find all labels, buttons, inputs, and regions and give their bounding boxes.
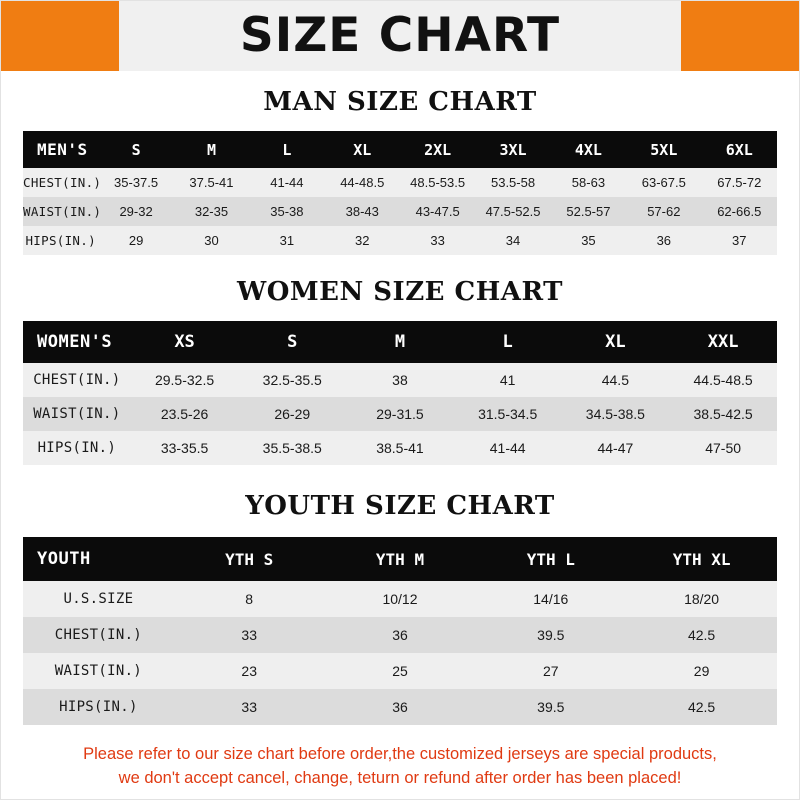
table-row <box>23 653 777 689</box>
table-row <box>23 617 777 653</box>
column-header: 4XL <box>574 140 602 159</box>
column-header: 6XL <box>725 140 753 159</box>
cell: 35 <box>581 233 596 248</box>
cell: 32 <box>355 233 370 248</box>
cell: 39.5 <box>537 699 565 715</box>
cell: 37 <box>732 233 747 248</box>
cell: 38 <box>392 372 408 388</box>
table-row <box>23 226 777 255</box>
youth-size-table <box>23 537 777 725</box>
table-row <box>23 168 777 197</box>
cell: 33 <box>430 233 445 248</box>
column-header: 5XL <box>650 140 678 159</box>
row-label: HIPS(IN.) <box>59 699 138 715</box>
cell: 34 <box>505 233 521 248</box>
man-size-table <box>23 131 777 255</box>
cell: 35-38 <box>270 204 304 219</box>
cell: 8 <box>245 591 254 607</box>
table-row <box>23 363 777 397</box>
cell: 26-29 <box>274 406 311 422</box>
cell: 18/20 <box>684 591 720 607</box>
row-label: CHEST(IN.) <box>33 372 121 388</box>
cell: 48.5-53.5 <box>410 175 466 190</box>
cell: 33 <box>241 699 257 715</box>
cell: 31.5-34.5 <box>478 406 538 422</box>
women-size-table <box>23 321 777 465</box>
cell: 47-50 <box>705 440 742 456</box>
cell: 44.5-48.5 <box>693 372 753 388</box>
cell: 42.5 <box>687 627 716 643</box>
cell: 33 <box>241 627 257 643</box>
cell: 63-67.5 <box>641 175 686 190</box>
cell: 36 <box>656 233 672 248</box>
column-header: S <box>287 332 298 352</box>
cell: 41 <box>499 372 516 388</box>
women-section-title: WOMEN SIZE CHART <box>237 277 563 307</box>
cell: 34.5-38.5 <box>585 406 645 422</box>
column-header: XL <box>353 140 372 159</box>
column-header: XL <box>605 332 626 352</box>
cell: 44-48.5 <box>340 175 385 190</box>
cell: 35-37.5 <box>114 175 159 190</box>
cell: 36 <box>392 627 408 643</box>
cell: 29-31.5 <box>376 406 424 422</box>
cell: 37.5-41 <box>189 175 234 190</box>
row-label: WAIST(IN.) <box>54 663 143 679</box>
cell: 23.5-26 <box>160 406 209 422</box>
row-label: WAIST(IN.) <box>33 406 121 422</box>
table-header-row <box>23 131 777 168</box>
cell: 38-43 <box>345 204 379 219</box>
cell: 44.5 <box>601 372 629 388</box>
cell: 27 <box>543 663 559 679</box>
cell: 38.5-41 <box>376 440 424 456</box>
cell: 36 <box>392 699 408 715</box>
cell: 52.5-57 <box>566 204 611 219</box>
footer-note-line-1: Please refer to our size chart before order,the customized jerseys are special products, <box>83 745 717 763</box>
cell: 33-35.5 <box>160 440 209 456</box>
header-label: MEN'S <box>37 140 88 159</box>
cell: 32-35 <box>194 204 229 219</box>
header-accent-left <box>1 1 119 71</box>
footer-note-line-2: we don't accept cancel, change, teturn or refund after order has been placed! <box>118 768 682 787</box>
header-accent-right <box>681 1 799 71</box>
cell: 44-47 <box>597 440 634 456</box>
cell: 58-63 <box>571 175 606 190</box>
cell: 39.5 <box>537 627 565 643</box>
row-label: CHEST(IN.) <box>23 175 102 190</box>
table-row <box>23 431 777 465</box>
footer-note <box>23 743 777 791</box>
cell: 29-32 <box>119 204 153 219</box>
row-label: U.S.SIZE <box>63 591 134 607</box>
cell: 62-66.5 <box>717 204 762 219</box>
cell: 29 <box>693 663 710 679</box>
header-label: WOMEN'S <box>37 332 113 352</box>
cell: 35.5-38.5 <box>262 440 322 456</box>
column-header: L <box>282 140 292 159</box>
table-row <box>23 397 777 431</box>
column-header: YTH L <box>526 549 575 569</box>
row-label: CHEST(IN.) <box>54 627 143 643</box>
column-header: L <box>502 332 513 352</box>
cell: 29 <box>128 233 144 248</box>
cell: 38.5-42.5 <box>693 406 753 422</box>
table-header-row <box>23 321 777 363</box>
cell: 29.5-32.5 <box>154 372 215 388</box>
row-label: HIPS(IN.) <box>37 440 117 456</box>
row-label: HIPS(IN.) <box>25 233 96 248</box>
cell: 41-44 <box>270 175 304 190</box>
cell: 30 <box>204 233 219 248</box>
cell: 25 <box>392 663 408 679</box>
cell: 42.5 <box>687 699 716 715</box>
chart-content <box>1 87 799 791</box>
cell: 57-62 <box>647 204 681 219</box>
youth-section-title: YOUTH SIZE CHART <box>245 491 555 521</box>
table-row <box>23 197 777 226</box>
column-header: YTH M <box>375 549 425 569</box>
cell: 53.5-58 <box>490 175 536 190</box>
table-row <box>23 689 777 725</box>
column-header: S <box>131 140 141 159</box>
column-header: 3XL <box>499 140 527 159</box>
column-header: XXL <box>707 332 739 352</box>
cell: 10/12 <box>382 591 418 607</box>
table-row <box>23 581 777 617</box>
column-header: YTH S <box>225 549 274 569</box>
header-band <box>1 1 799 71</box>
cell: 47.5-52.5 <box>485 204 541 219</box>
table-header-row <box>23 537 777 581</box>
column-header: XS <box>174 332 195 352</box>
header-label: YOUTH <box>37 549 91 569</box>
page-title: SIZE CHART <box>239 8 561 63</box>
cell: 23 <box>241 663 257 679</box>
cell: 14/16 <box>533 591 569 607</box>
cell: 31 <box>279 233 295 248</box>
cell: 67.5-72 <box>717 175 762 190</box>
cell: 32.5-35.5 <box>262 372 322 388</box>
man-section-title: MAN SIZE CHART <box>263 87 537 117</box>
column-header: M <box>206 140 216 159</box>
column-header: YTH XL <box>672 549 731 569</box>
row-label: WAIST(IN.) <box>23 204 102 219</box>
cell: 43-47.5 <box>415 204 460 219</box>
column-header: 2XL <box>424 140 452 159</box>
cell: 41-44 <box>489 440 526 456</box>
column-header: M <box>394 332 406 352</box>
